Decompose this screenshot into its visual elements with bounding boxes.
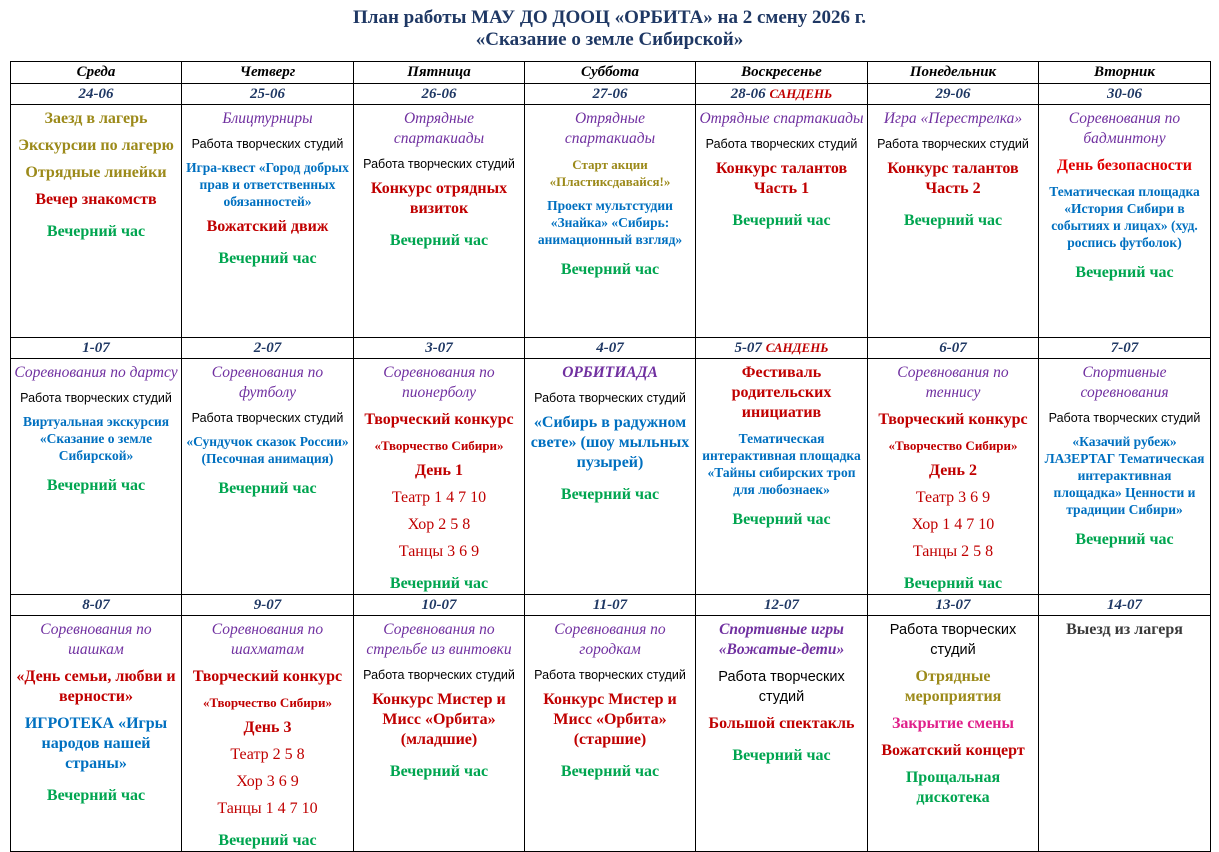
activity-item: Театр 2 5 8 [230,746,305,763]
activity-item: Вожатский концерт [881,742,1025,759]
evening-hour-item: Вечерний час [389,763,489,780]
evening-hour-item: Вечерний час [1075,264,1174,281]
activities-row [11,359,1211,595]
evening-hour-item: Вечерний час [560,486,660,503]
date-label: 12-07 [764,596,799,613]
date-row [11,84,1211,105]
day-activities-cell [182,105,354,338]
activity-item: Отрядные спартакиады [564,110,656,147]
day-activities-cell [868,616,1039,852]
day-activities-cell [182,359,354,595]
date-cell [868,338,1039,359]
activity-item: Хор 2 5 8 [407,516,471,533]
activity-item: Тематическая интерактивная площадка «Тайны сибирских троп для любознаек» [702,431,861,497]
day-activities-cell [868,105,1039,338]
date-label: 10-07 [421,596,457,613]
activity-item: Конкурс талантов Часть 1 [715,160,848,197]
activity-item: Танцы 1 4 7 10 [217,800,318,817]
weekday-header: Понедельник [868,62,1039,84]
day-activities-cell [1039,105,1211,338]
activity-item: Работа творческих студий [877,137,1029,151]
activity-item: Работа творческих студий [889,622,1017,658]
date-label: 27-06 [592,85,628,102]
activity-item: Работа творческих студий [534,391,686,405]
activity-item: Работа творческих студий [718,669,845,705]
date-label: 28-06 [730,85,766,102]
date-cell [182,595,354,616]
date-label: 6-07 [939,339,967,356]
day-activities-cell [696,359,868,595]
activity-item: Прощальная дискотека [905,769,1001,806]
evening-hour-item: Вечерний час [732,747,831,764]
activity-item: Заезд в лагерь [44,110,148,127]
date-label: 7-07 [1110,339,1139,356]
date-label: 14-07 [1107,596,1142,613]
day-activities-cell [696,105,868,338]
date-label: 26-06 [421,85,457,102]
date-label: 24-06 [78,85,114,102]
activity-item: Вечер знакомств [35,191,157,208]
evening-hour-item: Вечерний час [732,212,831,229]
activity-item: Творческий конкурс [878,411,1028,428]
date-label: 8-07 [82,596,110,613]
activity-item: «Творчество Сибири» [202,695,333,710]
activities-row [11,105,1211,338]
date-cell [1039,338,1211,359]
date-cell [525,338,696,359]
date-cell [11,595,182,616]
evening-hour-item: Вечерний час [389,575,489,592]
activity-item: Соревнования по бадминтону [1068,110,1181,147]
activity-item: Фестиваль родительских инициатив [731,364,832,421]
activity-item: Работа творческих студий [1048,411,1201,425]
activity-item: «Творчество Сибири» [374,438,504,453]
activity-item: Работа творческих студий [191,411,344,425]
activity-item: Соревнования по теннису [897,364,1009,401]
date-cell [868,595,1039,616]
day-activities-cell [525,616,696,852]
activity-item: Соревнования по футболу [211,364,324,401]
activity-item: Конкурс талантов Часть 2 [887,160,1019,197]
day-activities-cell [1039,616,1211,852]
day-activities-cell [354,359,525,595]
activity-item: Соревнования по стрельбе из винтовки [366,621,512,658]
schedule-table [10,61,1211,852]
date-label: 13-07 [935,596,971,613]
weekday-header: Суббота [525,62,696,84]
date-label: 9-07 [253,596,282,613]
date-label: 4-07 [596,339,624,356]
activity-item: Соревнования по шашкам [40,621,152,658]
activity-item: Закрытие смены [891,715,1015,732]
evening-hour-item: Вечерний час [903,575,1003,592]
activity-item: Творческий конкурс [364,411,514,428]
activity-item: Работа творческих студий [191,137,344,151]
activity-item: «Творчество Сибири» [888,438,1018,453]
activity-item: «Сибирь в радужном свете» (шоу мыльных пузырей) [530,414,690,471]
weekday-header: Вторник [1039,62,1211,84]
title-line-1: План работы МАУ ДО ДООЦ «ОРБИТА» на 2 смену 2026 г. [353,7,866,28]
activity-item: Экскурсии по лагерю [18,137,174,154]
activity-item: Вожатский движ [206,218,329,235]
date-label: 2-07 [253,339,282,356]
date-cell [11,84,182,105]
activity-item: Выезд из лагеря [1066,621,1183,638]
page-title [0,0,1219,51]
activity-item: Соревнования по пионерболу [383,364,495,401]
date-cell [182,338,354,359]
date-cell [11,338,182,359]
activity-item: «Казачий рубеж» ЛАЗЕРТАГ Тематическая интерактивная площадка» Ценности и традиции Сибири» [1044,434,1205,517]
activity-item: «Сундучок сказок России» (Песочная анимация) [186,434,349,466]
date-label: 3-07 [425,339,453,356]
activity-item: Спортивные соревнования [1080,364,1169,401]
activity-item: Спортивные игры «Вожатые-дети» [718,621,845,658]
activity-item: Отрядные линейки [25,164,167,181]
date-label: 1-07 [82,339,110,356]
activity-item: Большой спектакль [708,715,855,732]
activity-item: Работа творческих студий [705,137,858,151]
day-activities-cell [525,359,696,595]
evening-hour-item: Вечерний час [46,477,146,494]
activity-item: Работа творческих студий [363,668,515,682]
activity-item: Танцы 2 5 8 [912,543,994,560]
activity-item: Театр 1 4 7 10 [391,489,487,506]
activity-item: Работа творческих студий [363,157,515,171]
day-activities-cell [11,616,182,852]
evening-hour-item: Вечерний час [46,223,146,240]
activity-item: Соревнования по шахматам [211,621,324,658]
activity-item: Игра «Перестрелка» [883,110,1023,127]
title-line-2: «Сказание о земле Сибирской» [475,29,744,50]
activity-item: Отрядные спартакиады [699,110,864,127]
date-cell [696,84,868,105]
date-cell [1039,595,1211,616]
activity-item: Конкурс Мистер и Мисс «Орбита» (старшие) [543,691,677,748]
sanitary-day-note: САНДЕНЬ [765,339,829,355]
date-label: 25-06 [250,85,285,102]
activity-item: Творческий конкурс [192,668,343,685]
weekday-header: Воскресенье [696,62,868,84]
activity-item: Игра-квест «Город добрых прав и ответственных обязанностей» [186,160,349,209]
date-label: 5-07 [734,339,762,356]
evening-hour-item: Вечерний час [903,212,1003,229]
activity-item: Театр 3 6 9 [915,489,991,506]
activity-item: Соревнования по дартсу [14,364,178,381]
activity-item: День 1 [415,462,463,479]
activity-item: Старт акции «Пластиксдавайся!» [549,157,671,189]
day-activities-cell [11,359,182,595]
weekday-header: Среда [11,62,182,84]
date-cell [525,595,696,616]
date-label: 11-07 [592,596,628,613]
activity-item: Хор 3 6 9 [236,773,299,790]
day-activities-cell [1039,359,1211,595]
activity-item: ОРБИТИАДА [562,364,658,381]
activity-item: Работа творческих студий [20,391,172,405]
weekday-header-row [11,62,1211,84]
day-activities-cell [868,359,1039,595]
weekday-header: Четверг [182,62,354,84]
day-activities-cell [525,105,696,338]
evening-hour-item: Вечерний час [46,787,146,804]
evening-hour-item: Вечерний час [218,832,317,849]
date-label: 29-06 [935,85,971,102]
activity-item: Отрядные мероприятия [904,668,1002,705]
activity-item: Конкурс Мистер и Мисс «Орбита» (младшие) [372,691,506,748]
day-activities-cell [696,616,868,852]
activity-item: День 2 [929,462,977,479]
date-row [11,595,1211,616]
date-cell [354,595,525,616]
activity-item: Хор 1 4 7 10 [911,516,995,533]
date-cell [354,338,525,359]
evening-hour-item: Вечерний час [389,232,489,249]
day-activities-cell [354,105,525,338]
activities-row [11,616,1211,852]
date-cell [1039,84,1211,105]
activity-item: Танцы 3 6 9 [398,543,480,560]
day-activities-cell [11,105,182,338]
date-label: 30-06 [1107,85,1142,102]
activity-item: ИГРОТЕКА «Игры народов нашей страны» [24,715,168,772]
date-cell [696,338,868,359]
activity-item: День безопасности [1057,157,1192,174]
evening-hour-item: Вечерний час [560,261,660,278]
activity-item: День 3 [243,719,292,736]
evening-hour-item: Вечерний час [218,480,317,497]
activity-item: Виртуальная экскурсия «Сказание о земле Сибирской» [22,414,170,463]
activity-item: Тематическая площадка «История Сибири в событиях и лицах» (худ. роспись футболок) [1049,184,1200,250]
weekday-header: Пятница [354,62,525,84]
activity-item: Работа творческих студий [534,668,686,682]
date-cell [182,84,354,105]
date-cell [354,84,525,105]
date-cell [696,595,868,616]
day-activities-cell [354,616,525,852]
evening-hour-item: Вечерний час [560,763,660,780]
date-cell [868,84,1039,105]
activity-item: Проект мультстудии «Знайка» «Сибирь: анимационный взгляд» [537,198,683,247]
evening-hour-item: Вечерний час [1075,531,1174,548]
date-row [11,338,1211,359]
activity-item: Отрядные спартакиады [393,110,485,147]
activity-item: Соревнования по городкам [554,621,666,658]
activity-item: «День семьи, любви и верности» [16,668,176,705]
activity-item: Блицтурниры [222,110,313,127]
evening-hour-item: Вечерний час [732,511,831,528]
date-cell [525,84,696,105]
day-activities-cell [182,616,354,852]
evening-hour-item: Вечерний час [218,250,317,267]
sanitary-day-note: САНДЕНЬ [769,85,833,101]
activity-item: Конкурс отрядных визиток [370,180,508,217]
